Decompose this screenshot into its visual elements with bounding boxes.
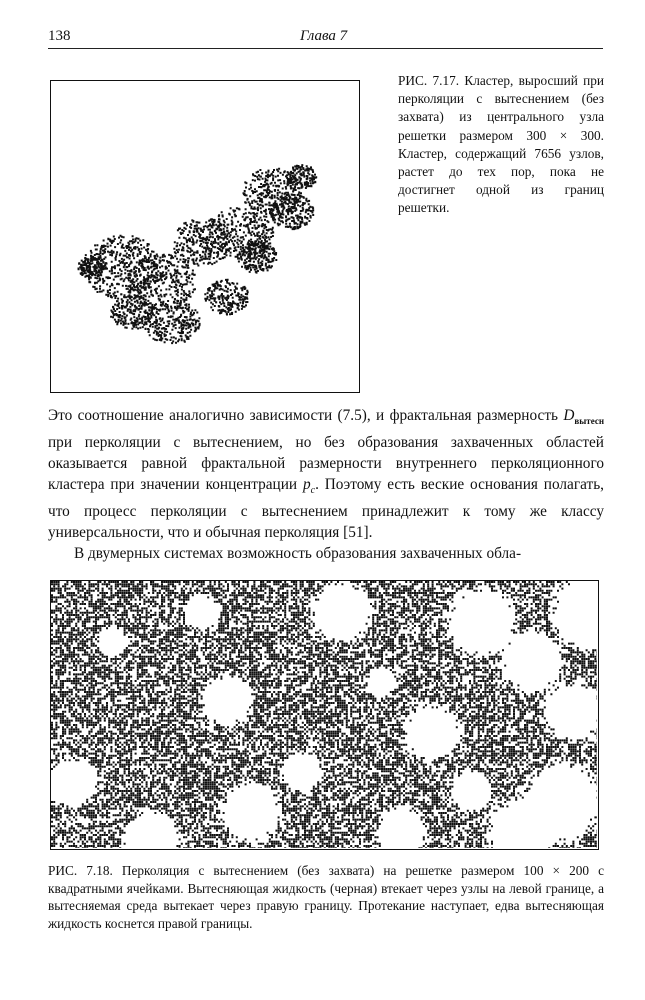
p-symbol: p (302, 476, 311, 494)
figure-7-17-image (50, 80, 360, 393)
d-symbol: D (563, 407, 575, 424)
paragraph-1-part-2: при перколяции с вытеснением, но без образования захваченных областей оказывается равной фрактальной размерности внутреннего перколяционного кластера при значении концентрации (48, 434, 604, 494)
percolation-cluster-graphic (51, 81, 358, 391)
page-number: 138 (48, 28, 71, 44)
figure-7-18-image (50, 580, 599, 850)
paragraph-1 (48, 405, 604, 543)
invasion-percolation-graphic (51, 581, 597, 848)
cluster-sites (78, 164, 318, 344)
body-text (48, 405, 604, 564)
p-subscript: c (310, 485, 316, 497)
invaded-sites (51, 581, 597, 848)
paragraph-1-part-3: . Поэтому есть веские основания полагать, что процесс перколяции с вытеснением принадлежит к тому же классу универсальности, что и обычная перколяция [51]. (48, 476, 604, 542)
figure-7-17-caption: РИС. 7.17. Кластер, выросший при перколяции с вытеснением (без захвата) из центрального узла решетки размером 300 × 300. Кластер, содержащий 7656 узлов, растет до тех пор, пока не достигнет одной из границ решетки. (398, 73, 604, 216)
paragraph-1-part-1: Это соотношение аналогично зависимости (7.5), и фрактальная размерность (48, 407, 564, 424)
header-rule (48, 48, 603, 49)
chapter-title: Глава 7 (300, 28, 348, 44)
page-header (48, 28, 603, 48)
paragraph-2: В двумерных системах возможность образования захваченных обла- (74, 545, 522, 563)
figure-7-18-caption: РИС. 7.18. Перколяция с вытеснением (без захвата) на решетке размером 100 × 200 с квадратными ячейками. Вытесняющая жидкость (черная) втекает через узлы на левой границе, а вытесняемая среда вытекает через правую границу. Протекание наступает, едва вытесняющая жидкость коснется правой границы. (48, 863, 604, 931)
d-subscript: вытесн (574, 416, 604, 427)
